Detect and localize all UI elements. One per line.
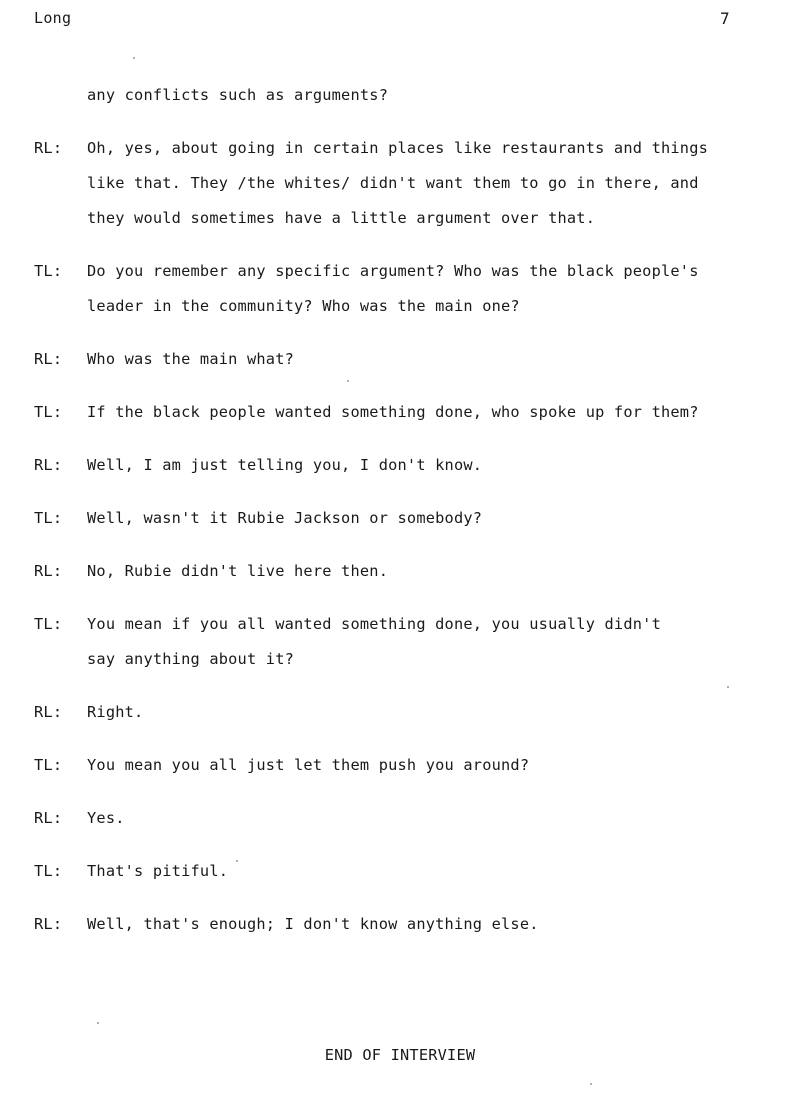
entry-text: Do you remember any specific argument? Who was the black people's leader in the community? Who was the main one? (87, 262, 699, 315)
speaker-label: RL: (34, 456, 63, 474)
paper-speck (133, 57, 135, 59)
transcript-entry (34, 854, 734, 889)
speaker-label: RL: (34, 139, 63, 157)
entry-text: Right. (87, 703, 144, 721)
transcript-entry (34, 448, 734, 483)
paper-speck (727, 686, 729, 688)
speaker-label: TL: (34, 862, 63, 880)
entry-text: You mean you all just let them push you around? (87, 756, 530, 774)
continued-question-text: any conflicts such as arguments? (87, 86, 389, 104)
speaker-label: RL: (34, 915, 63, 933)
entry-text: Well, wasn't it Rubie Jackson or somebody? (87, 509, 483, 527)
paper-speck (590, 1083, 592, 1085)
paper-speck (97, 1022, 99, 1024)
speaker-label: RL: (34, 350, 63, 368)
speaker-label: TL: (34, 262, 63, 280)
transcript-entry (34, 554, 734, 589)
transcript-entry (34, 501, 734, 536)
entry-text: If the black people wanted something done, who spoke up for them? (87, 403, 699, 421)
transcript-entry (34, 748, 734, 783)
page-number: 7 (720, 9, 730, 28)
transcript-entry (34, 801, 734, 836)
entry-text: Yes. (87, 809, 125, 827)
speaker-label: TL: (34, 756, 63, 774)
transcript-entry (34, 395, 734, 430)
end-of-interview-marker: END OF INTERVIEW (324, 1046, 476, 1064)
transcript-entry (34, 907, 734, 942)
speaker-label: RL: (34, 562, 63, 580)
transcript-entry (34, 342, 734, 377)
entry-text: Well, I am just telling you, I don't know. (87, 456, 483, 474)
entry-text: Oh, yes, about going in certain places like restaurants and things like that. They /the whites/ didn't want them to go in there, and they would sometimes have a little argument over that. (87, 139, 709, 227)
continued-question (34, 78, 734, 113)
transcript-entry (34, 695, 734, 730)
transcript-entry (34, 607, 734, 677)
entry-text: No, Rubie didn't live here then. (87, 562, 389, 580)
speaker-label: TL: (34, 403, 63, 421)
transcript-entry (34, 254, 734, 324)
entry-text: Well, that's enough; I don't know anything else. (87, 915, 539, 933)
speaker-label: TL: (34, 509, 63, 527)
speaker-label: RL: (34, 809, 63, 827)
entry-text: That's pitiful. (87, 862, 229, 880)
paper-speck (236, 860, 238, 862)
paper-speck (347, 380, 349, 382)
transcript-entry (34, 131, 734, 236)
transcript-body (34, 78, 734, 960)
entry-text: You mean if you all wanted something done, you usually didn't say anything about it? (87, 615, 661, 668)
entry-text: Who was the main what? (87, 350, 295, 368)
header-interviewee-name: Long (34, 9, 72, 27)
speaker-label: TL: (34, 615, 63, 633)
speaker-label: RL: (34, 703, 63, 721)
